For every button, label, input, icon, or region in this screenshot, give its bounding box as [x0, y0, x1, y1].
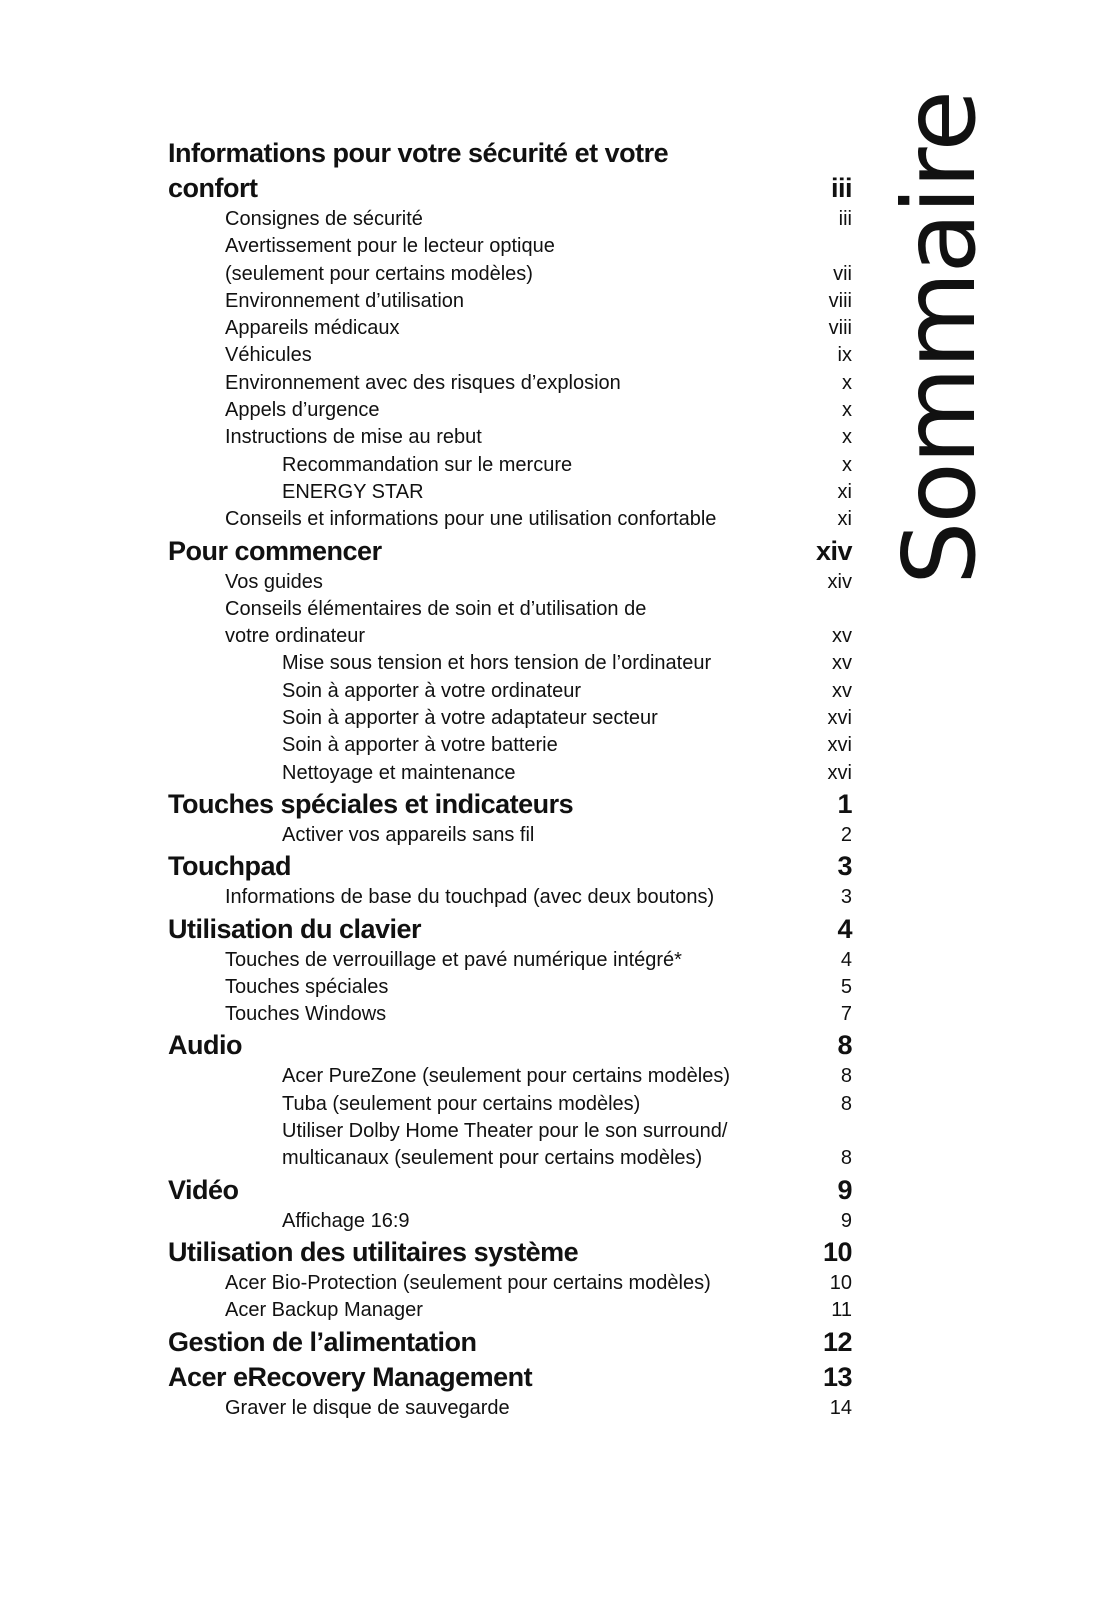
toc-entry-title: Activer vos appareils sans fil: [282, 823, 535, 846]
toc-subsection-entry[interactable]: [168, 1208, 852, 1235]
toc-subsection-entry[interactable]: [168, 650, 852, 677]
toc-entry-page-number: 12: [822, 1326, 852, 1357]
toc-section-entry[interactable]: [168, 424, 852, 451]
toc-subsection-entry[interactable]: [168, 1118, 852, 1145]
toc-section-entry[interactable]: [168, 569, 852, 596]
toc-chapter-entry[interactable]: [168, 849, 852, 884]
toc-entry-page-number: x: [842, 371, 852, 394]
toc-entry-title: Informations pour votre sécurité et votre: [168, 138, 669, 168]
toc-entry-page-number: xi: [837, 480, 852, 503]
toc-subsection-entry[interactable]: [168, 1063, 852, 1090]
toc-entry-title: Acer Bio-Protection (seulement pour certains modèles): [225, 1271, 711, 1294]
toc-section-entry[interactable]: [168, 206, 852, 233]
toc-entry-title: Acer Backup Manager: [225, 1299, 423, 1322]
toc-entry-title: Touches de verrouillage et pavé numérique intégré*: [225, 948, 682, 971]
toc-section-entry[interactable]: [168, 506, 852, 533]
toc-entry-page-number: 14: [829, 1396, 852, 1419]
toc-chapter-entry[interactable]: [168, 171, 852, 206]
toc-chapter-entry[interactable]: [168, 534, 852, 569]
toc-entry-title: Vidéo: [168, 1174, 239, 1205]
toc-entry-page-number: 10: [822, 1236, 852, 1267]
toc-subsection-entry[interactable]: [168, 705, 852, 732]
toc-entry-page-number: viii: [828, 317, 852, 340]
toc-entry-title: Acer PureZone (seulement pour certains modèles): [282, 1065, 730, 1088]
toc-entry-title: Touches spéciales et indicateurs: [168, 788, 574, 819]
toc-entry-page-number: 9: [840, 1209, 852, 1232]
toc-entry-title: Pour commencer: [168, 535, 382, 566]
toc-section-entry[interactable]: [168, 623, 852, 650]
toc-entry-title: votre ordinateur: [225, 625, 366, 648]
toc-entry-page-number: x: [842, 399, 852, 422]
toc-entry-title: Conseils élémentaires de soin et d’utilisation de: [225, 597, 647, 620]
toc-section-entry[interactable]: [168, 1395, 852, 1422]
toc-section-entry[interactable]: [168, 1297, 852, 1324]
toc-section-entry[interactable]: [168, 233, 852, 260]
toc-entry-title: Touches Windows: [225, 1003, 387, 1026]
toc-subsection-entry[interactable]: [168, 760, 852, 787]
toc-section-entry[interactable]: [168, 261, 852, 288]
toc-entry-page-number: 3: [837, 851, 852, 882]
toc-entry-page-number: xv: [832, 625, 852, 648]
toc-entry-title: (seulement pour certains modèles): [225, 262, 533, 285]
toc-chapter-entry[interactable]: [168, 136, 852, 171]
toc-entry-title: Appels d’urgence: [225, 399, 380, 422]
toc-chapter-entry[interactable]: [168, 912, 852, 947]
toc-entry-page-number: ix: [837, 344, 852, 367]
toc-entry-title: Nettoyage et maintenance: [282, 761, 516, 784]
toc-entry-title: Vos guides: [225, 570, 323, 593]
toc-entry-title: multicanaux (seulement pour certains modèles): [282, 1147, 703, 1170]
toc-chapter-entry[interactable]: [168, 1360, 852, 1395]
toc-entry-title: Informations de base du touchpad (avec deux boutons): [225, 886, 715, 909]
toc-chapter-entry[interactable]: [168, 787, 852, 822]
toc-entry-title: ENERGY STAR: [282, 480, 424, 503]
toc-entry-page-number: xvi: [827, 707, 852, 730]
toc-entry-title: Conseils et informations pour une utilisation confortable: [225, 508, 717, 531]
toc-entry-title: Tuba (seulement pour certains modèles): [282, 1092, 641, 1115]
toc-section-entry[interactable]: [168, 397, 852, 424]
toc-entry-title: Touches spéciales: [225, 975, 389, 998]
toc-subsection-entry[interactable]: [168, 678, 852, 705]
toc-chapter-entry[interactable]: [168, 1028, 852, 1063]
toc-chapter-entry[interactable]: [168, 1173, 852, 1208]
toc-entry-page-number: iii: [838, 208, 852, 230]
toc-section-entry[interactable]: [168, 1270, 852, 1297]
toc-entry-page-number: x: [842, 453, 852, 476]
toc-entry-title: Environnement d’utilisation: [225, 289, 465, 312]
toc-entry-title: Avertissement pour le lecteur optique: [225, 235, 555, 258]
toc-entry-page-number: xv: [832, 652, 852, 675]
toc-entry-title: Soin à apporter à votre batterie: [282, 734, 558, 757]
toc-entry-page-number: 4: [840, 948, 852, 971]
toc-entry-page-number: 8: [840, 1065, 852, 1088]
toc-entry-page-number: 10: [829, 1271, 852, 1294]
toc-entry-title: Consignes de sécurité: [225, 208, 423, 230]
toc-entry-title: Graver le disque de sauvegarde: [225, 1396, 510, 1419]
toc-entry-page-number: xiv: [815, 535, 852, 566]
toc-section-entry[interactable]: [168, 947, 852, 974]
toc-section-entry[interactable]: [168, 288, 852, 315]
toc-entry-title: Touchpad: [168, 851, 291, 882]
toc-entry-page-number: 8: [840, 1092, 852, 1115]
toc-entry-page-number: xiv: [827, 570, 852, 593]
toc-entry-page-number: 9: [837, 1174, 852, 1205]
toc-section-entry[interactable]: [168, 315, 852, 342]
toc-subsection-entry[interactable]: [168, 1145, 852, 1172]
toc-entry-title: Soin à apporter à votre ordinateur: [282, 679, 582, 702]
toc-entry-title: Utiliser Dolby Home Theater pour le son surround/: [282, 1120, 728, 1143]
toc-entry-title: Recommandation sur le mercure: [282, 453, 573, 476]
toc-entry-title: Environnement avec des risques d’explosion: [225, 371, 621, 394]
toc-entry-page-number: 13: [822, 1361, 852, 1392]
toc-entry-page-number: xv: [832, 679, 852, 702]
toc-subsection-entry[interactable]: [168, 452, 852, 479]
toc-entry-page-number: 7: [840, 1003, 852, 1026]
toc-entry-title: Utilisation du clavier: [168, 913, 422, 944]
toc-subsection-entry[interactable]: [168, 1091, 852, 1118]
toc-subsection-entry[interactable]: [168, 732, 852, 759]
toc-entry-page-number: iii: [830, 173, 852, 203]
toc-entry-title: Audio: [168, 1030, 242, 1061]
toc-entry-page-number: 1: [837, 788, 852, 819]
toc-entry-title: Véhicules: [225, 344, 312, 367]
toc-section-entry[interactable]: [168, 596, 852, 623]
toc-entry-title: Gestion de l’alimentation: [168, 1326, 477, 1357]
table-of-contents: [168, 136, 852, 1422]
toc-entry-page-number: 11: [831, 1299, 852, 1322]
toc-entry-page-number: 8: [837, 1030, 852, 1061]
toc-entry-page-number: 5: [840, 975, 852, 998]
toc-entry-page-number: 4: [837, 913, 852, 944]
toc-chapter-entry[interactable]: [168, 1325, 852, 1360]
toc-entry-page-number: xvi: [827, 761, 852, 784]
toc-entry-page-number: xvi: [827, 734, 852, 757]
toc-entry-title: confort: [168, 173, 258, 203]
toc-entry-title: Utilisation des utilitaires système: [168, 1236, 579, 1267]
toc-chapter-entry[interactable]: [168, 1235, 852, 1270]
toc-subsection-entry[interactable]: [168, 479, 852, 506]
toc-entry-page-number: xi: [837, 508, 852, 531]
toc-entry-page-number: 8: [840, 1147, 852, 1170]
section-title-sommaire: Sommaire: [881, 92, 998, 585]
toc-section-entry[interactable]: [168, 342, 852, 369]
toc-entry-title: Affichage 16:9: [282, 1209, 410, 1232]
toc-section-entry[interactable]: [168, 974, 852, 1001]
toc-entry-page-number: x: [842, 426, 852, 449]
toc-entry-title: Soin à apporter à votre adaptateur secteur: [282, 707, 658, 730]
toc-entry-page-number: 2: [840, 823, 852, 846]
toc-entry-page-number: viii: [828, 289, 852, 312]
toc-entry-page-number: vii: [833, 262, 852, 285]
toc-entry-title: Acer eRecovery Management: [168, 1361, 533, 1392]
toc-entry-page-number: 3: [840, 886, 852, 909]
toc-subsection-entry[interactable]: [168, 822, 852, 849]
toc-entry-title: Appareils médicaux: [225, 317, 400, 340]
toc-entry-title: Mise sous tension et hors tension de l’ordinateur: [282, 652, 712, 675]
toc-section-entry[interactable]: [168, 1001, 852, 1028]
toc-entry-title: Instructions de mise au rebut: [225, 426, 482, 449]
toc-section-entry[interactable]: [168, 370, 852, 397]
toc-section-entry[interactable]: [168, 884, 852, 911]
